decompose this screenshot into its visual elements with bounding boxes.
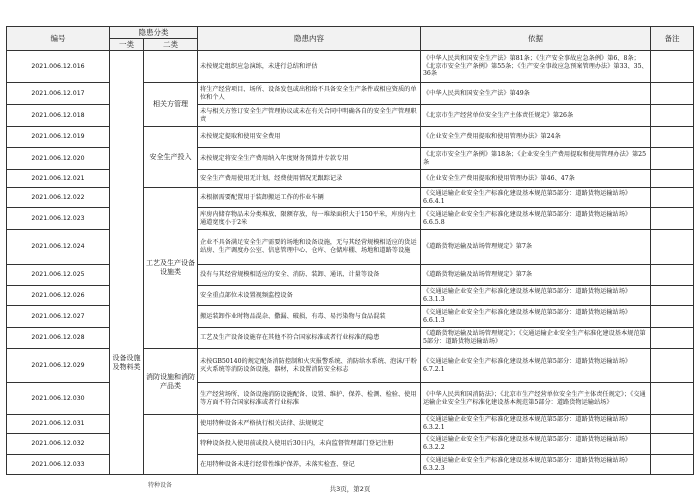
row-id: 2021.006.12.023 [7,208,110,230]
row-note [651,306,694,328]
header-content: 隐患内容 [198,27,421,51]
row-id: 2021.006.12.030 [7,383,110,415]
row-basis: 《中华人民共和国安全生产法》第81条；《生产安全事故应急条例》第6、8条；《北京市安全生产条例》第55条；《生产安全事故应急预案管理办法》第33、35、36条 [421,51,651,83]
row-basis: 《交通运输企业安全生产标准化建设基本规范第5部分：道路货物运输站场》6.3.2.2 [421,434,651,455]
category-l2-related: 相关方管理 [144,83,198,127]
row-basis: 《企业安全生产费用提取和使用管理办法》第46、47条 [421,170,651,188]
row-basis: 《交通运输企业安全生产标准化建设基本规范第5部分：道路货物运输站场》6.6.5.8 [421,208,651,230]
row-note [651,328,694,349]
header-basis: 依据 [421,27,651,51]
stray-category-fragment: 特种设备 [148,482,173,489]
row-note [651,265,694,286]
header-class: 隐患分类 [110,27,198,39]
row-content: 使用特种设备未严格执行相关法律、法规规定 [198,415,421,434]
hazard-table [6,26,694,475]
row-note [651,383,694,415]
row-basis: 《企业安全生产费用提取和使用管理办法》第24条 [421,127,651,148]
row-id: 2021.006.12.021 [7,170,110,188]
row-basis: 《中华人民共和国消防法》；《北京市生产经营单位安全生产主体责任规定》；《交通运输企业安全生产标准化建设基本规范第5部分：道路货物运输站场》 [421,383,651,415]
row-content: 没有与其经营规模相适应的安全、消防、装卸、通讯、计量等设备 [198,265,421,286]
row-id: 2021.006.12.017 [7,83,110,105]
row-note [651,349,694,383]
row-id: 2021.006.12.027 [7,306,110,328]
category-l2-safety-input: 安全生产投入 [144,127,198,188]
row-id: 2021.006.12.033 [7,455,110,475]
row-content: 安全重点部位未设置视频监控设备 [198,286,421,306]
table-row [7,51,694,83]
category-l2-empty [144,51,198,83]
category-l1 [110,51,144,475]
row-id: 2021.006.12.019 [7,127,110,148]
row-basis: 《交通运输企业安全生产标准化建设基本规范第5部分：道路货物运输站场》6.3.1.3 [421,286,651,306]
row-id: 2021.006.12.018 [7,105,110,127]
row-content: 工艺及生产设备设施存在其他不符合国家标准或者行业标准的隐患 [198,328,421,349]
row-basis: 《北京市安全生产条例》第18条；《企业安全生产费用提取和使用管理办法》第25条 [421,148,651,170]
category-l2-process: 工艺及生产设备设施类 [144,188,198,349]
row-content: 将生产经营项目、场所、设备发包或出租给不具备安全生产条件或相应资质的单位和个人 [198,83,421,105]
row-note [651,208,694,230]
row-note [651,51,694,83]
row-id: 2021.006.12.020 [7,148,110,170]
row-id: 2021.006.12.029 [7,349,110,383]
category-l1-label: 设备设施及物料类 [112,354,141,371]
row-note [651,127,694,148]
row-content: 未按规定组织应急演练，未进行总结和评估 [198,51,421,83]
row-note [651,83,694,105]
category-l2-special [144,415,198,475]
row-basis: 《交通运输企业安全生产标准化建设基本规范第5部分：道路货物运输站场》6.7.2.1 [421,349,651,383]
row-note [651,455,694,475]
header-id: 编号 [7,27,110,51]
row-note [651,286,694,306]
row-id: 2021.006.12.024 [7,230,110,265]
row-id: 2021.006.12.016 [7,51,110,83]
row-content: 特种设备投入使用前或投入使用后30日内，未向监督管理部门登记注册 [198,434,421,455]
row-id: 2021.006.12.025 [7,265,110,286]
row-note [651,148,694,170]
category-l2-fire: 消防设施和消防产品类 [144,349,198,415]
row-note [651,230,694,265]
row-basis: 《道路货物运输及站场管理规定》第7条 [421,265,651,286]
row-note [651,415,694,434]
row-id: 2021.006.12.022 [7,188,110,208]
row-basis: 《北京市生产经营单位安全生产主体责任规定》第26条 [421,105,651,127]
header-class-l1: 一类 [110,39,144,51]
row-content: 生产经营场所、设备设施消防设施配备、设置、维护、保养、检测、检验、使用等方面不符合国家标准或者行业标准 [198,383,421,415]
row-content: 未按GB50140的规定配备消防控制和火灾报警系统、消防给水系统、泡沫/干粉灭火系统等消防设备设施，器材，未设置消防安全标志 [198,349,421,383]
page-footer: 共3页，第2页 [329,485,371,493]
row-id: 2021.006.12.031 [7,415,110,434]
row-content: 未根据需要配置用于装卸搬运工作的作业车辆 [198,188,421,208]
header-note: 备注 [651,27,694,51]
row-content: 未按规定将安全生产费用纳入年度财务预算并专款专用 [198,148,421,170]
row-basis: 《交通运输企业安全生产标准化建设基本规范第5部分：道路货物运输站场》6.6.4.1 [421,188,651,208]
row-note [651,170,694,188]
row-note [651,434,694,455]
row-content: 未与相关方签订安全生产管理协议或未在有关合同中明确各自的安全生产管理职责 [198,105,421,127]
row-basis: 《中华人民共和国安全生产法》第49条 [421,83,651,105]
row-basis: 《交通运输企业安全生产标准化建设基本规范第5部分：道路货物运输站场》6.6.1.3 [421,306,651,328]
row-content: 安全生产费用使用无计划，经费使用情况无跟踪记录 [198,170,421,188]
header-class-l2: 二类 [144,39,198,51]
row-basis: 《交通运输企业安全生产标准化建设基本规范第5部分：道路货物运输站场》6.3.2.1 [421,415,651,434]
row-content: 库房内储存物品未分类堆放、限额存放，每一堆垛面积大于150平米，库房内主通道宽度小于2米 [198,208,421,230]
row-id: 2021.006.12.028 [7,328,110,349]
row-note [651,188,694,208]
row-note [651,105,694,127]
row-content: 在用特种设备未进行经常性维护保养，未落实检查、登记 [198,455,421,475]
row-basis: 《道路货物运输及站场管理规定》；《交通运输企业安全生产标准化建设基本规范第5部分：道路货物运输站场》 [421,328,651,349]
row-id: 2021.006.12.032 [7,434,110,455]
row-content: 搬运装卸作业时物品混杂、撒漏、破损，有毒、易污染物与食品混装 [198,306,421,328]
row-basis: 《道路货物运输及站场管理规定》第7条 [421,230,651,265]
row-content: 企业不具备满足安全生产需要的场地和设备设施，无与其经营规模相适应的货运站房、生产调度办公室、信息管理中心、仓库、仓储库棚、场地和道路等设施 [198,230,421,265]
row-content: 未按规定提取和使用安全费用 [198,127,421,148]
row-basis: 《交通运输企业安全生产标准化建设基本规范第5部分：道路货物运输站场》6.3.2.3 [421,455,651,475]
row-id: 2021.006.12.026 [7,286,110,306]
